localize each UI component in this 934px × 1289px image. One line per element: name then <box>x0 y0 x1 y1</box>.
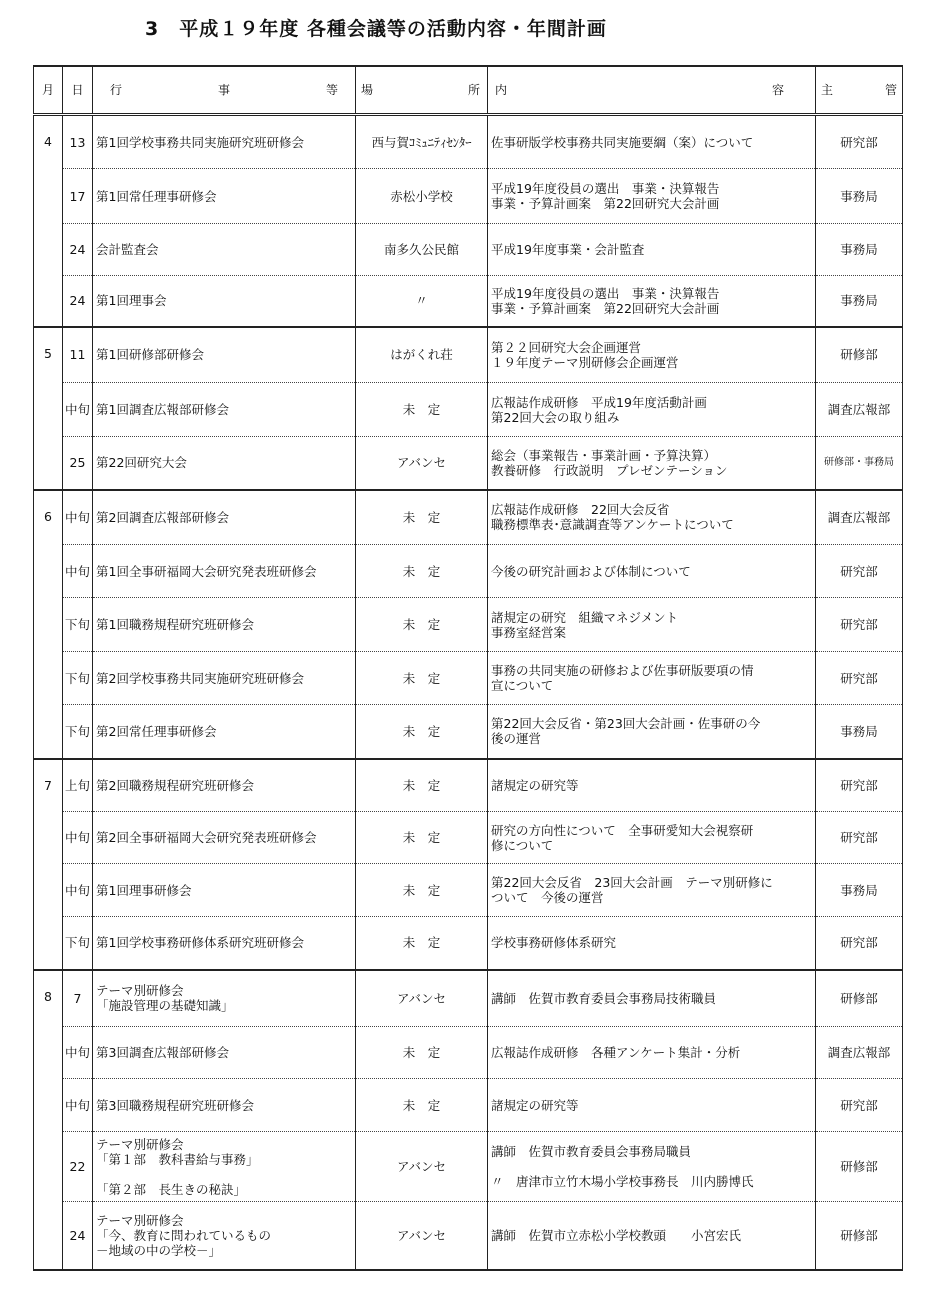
day-cell: 上旬 <box>63 759 93 812</box>
place-cell: アバンセ <box>356 437 488 490</box>
content-cell: 講師 佐賀市立赤松小学校教頭 小宮宏氏 <box>488 1202 816 1270</box>
content-cell: 広報誌作成研修 各種アンケート集計・分析 <box>488 1027 816 1079</box>
place-cell: 未 定 <box>356 545 488 598</box>
annual-plan-table <box>33 65 903 1271</box>
organizer-cell: 研究部 <box>816 759 903 812</box>
table-row <box>34 169 903 224</box>
day-cell: 中旬 <box>63 812 93 864</box>
content-cell: 第22回大会反省・第23回大会計画・佐事研の今 後の運営 <box>488 705 816 759</box>
table-row <box>34 1027 903 1079</box>
content-cell: 佐事研版学校事務共同実施要綱（案）について <box>488 115 816 169</box>
place-cell: 西与賀ｺﾐｭﾆﾃｨｾﾝﾀｰ <box>356 115 488 169</box>
organizer-cell: 研修部 <box>816 970 903 1027</box>
event-cell: 第1回学校事務研修体系研究班研修会 <box>93 917 356 970</box>
place-cell: 未 定 <box>356 917 488 970</box>
organizer-cell: 研修部 <box>816 1132 903 1202</box>
content-cell: 事務の共同実施の研修および佐事研版要項の情 宣について <box>488 652 816 705</box>
table-row <box>34 705 903 759</box>
day-cell: 11 <box>63 327 93 383</box>
table-row <box>34 598 903 652</box>
place-cell: アバンセ <box>356 1202 488 1270</box>
place-cell: はがくれ荘 <box>356 327 488 383</box>
header-event-3: 等 <box>325 82 338 97</box>
event-cell: 第3回職務規程研究班研修会 <box>93 1079 356 1132</box>
content-cell: 第２２回研究大会企画運営 １９年度テーマ別研修会企画運営 <box>488 327 816 383</box>
event-cell: 第1回職務規程研究班研修会 <box>93 598 356 652</box>
content-cell: 研究の方向性について 全事研愛知大会視察研 修について <box>488 812 816 864</box>
day-cell: 下旬 <box>63 598 93 652</box>
event-cell: 第2回調査広報部研修会 <box>93 490 356 545</box>
header-content-2: 容 <box>771 82 784 97</box>
organizer-cell: 事務局 <box>816 864 903 917</box>
place-cell: 未 定 <box>356 705 488 759</box>
content-cell: 諸規定の研究等 <box>488 1079 816 1132</box>
organizer-cell: 調査広報部 <box>816 1027 903 1079</box>
table-row <box>34 864 903 917</box>
organizer-cell: 研修部 <box>816 1202 903 1270</box>
organizer-cell: 研究部 <box>816 115 903 169</box>
event-cell: テーマ別研修会 「第１部 教科書給与事務」 「第２部 長生きの秘訣」 <box>93 1132 356 1202</box>
place-cell: 未 定 <box>356 490 488 545</box>
content-cell: 平成19年度役員の選出 事業・決算報告 事業・予算計画案 第22回研究大会計画 <box>488 169 816 224</box>
organizer-cell: 研修部 <box>816 327 903 383</box>
event-cell: 第22回研究大会 <box>93 437 356 490</box>
table-row <box>34 1132 903 1202</box>
header-place-2: 所 <box>467 82 480 97</box>
content-cell: 講師 佐賀市教育委員会事務局職員 〃 唐津市立竹木場小学校事務長 川内勝博氏 <box>488 1132 816 1202</box>
header-organizer-1: 主 <box>821 82 834 97</box>
event-cell: 第1回全事研福岡大会研究発表班研修会 <box>93 545 356 598</box>
day-cell: 中旬 <box>63 383 93 437</box>
table-row <box>34 545 903 598</box>
event-cell: 第1回理事研修会 <box>93 864 356 917</box>
day-cell: 22 <box>63 1132 93 1202</box>
header-organizer <box>816 66 903 115</box>
day-cell: 中旬 <box>63 545 93 598</box>
day-cell: 下旬 <box>63 917 93 970</box>
day-cell: 下旬 <box>63 652 93 705</box>
table-row <box>34 812 903 864</box>
table-row <box>34 652 903 705</box>
month-cell: 5 <box>34 327 63 490</box>
table-row <box>34 970 903 1027</box>
organizer-cell: 事務局 <box>816 169 903 224</box>
table-row <box>34 1202 903 1270</box>
day-cell: 中旬 <box>63 1079 93 1132</box>
header-place-1: 場 <box>361 82 374 97</box>
table-row <box>34 490 903 545</box>
content-cell: 今後の研究計画および体制について <box>488 545 816 598</box>
table-row <box>34 327 903 383</box>
day-cell: 中旬 <box>63 490 93 545</box>
day-cell: 下旬 <box>63 705 93 759</box>
event-cell: 第2回学校事務共同実施研究班研修会 <box>93 652 356 705</box>
place-cell: 〃 <box>356 276 488 327</box>
day-cell: 7 <box>63 970 93 1027</box>
event-cell: 第1回調査広報部研修会 <box>93 383 356 437</box>
organizer-cell: 研究部 <box>816 917 903 970</box>
month-cell: 6 <box>34 490 63 759</box>
organizer-cell: 事務局 <box>816 276 903 327</box>
table-row <box>34 437 903 490</box>
organizer-cell: 研究部 <box>816 812 903 864</box>
table-row <box>34 383 903 437</box>
content-cell: 諸規定の研究 組織マネジメント 事務室経営案 <box>488 598 816 652</box>
organizer-cell: 研修部・事務局 <box>816 437 903 490</box>
event-cell: 第1回理事会 <box>93 276 356 327</box>
table-row <box>34 115 903 169</box>
header-event <box>93 66 356 115</box>
content-cell: 平成19年度事業・会計監査 <box>488 224 816 276</box>
organizer-cell: 研究部 <box>816 1079 903 1132</box>
content-cell: 広報誌作成研修 平成19年度活動計画 第22回大会の取り組み <box>488 383 816 437</box>
organizer-cell: 研究部 <box>816 598 903 652</box>
day-cell: 24 <box>63 1202 93 1270</box>
day-cell: 17 <box>63 169 93 224</box>
table-row <box>34 759 903 812</box>
event-cell: 第1回常任理事研修会 <box>93 169 356 224</box>
table-row <box>34 276 903 327</box>
organizer-cell: 調査広報部 <box>816 383 903 437</box>
content-cell: 講師 佐賀市教育委員会事務局技術職員 <box>488 970 816 1027</box>
content-cell: 総会（事業報告・事業計画・予算決算） 教養研修 行政説明 プレゼンテーション <box>488 437 816 490</box>
organizer-cell: 研究部 <box>816 652 903 705</box>
event-cell: 第2回職務規程研究班研修会 <box>93 759 356 812</box>
event-cell: 会計監査会 <box>93 224 356 276</box>
event-cell: テーマ別研修会 「今、教育に問われているもの －地域の中の学校－」 <box>93 1202 356 1270</box>
place-cell: 未 定 <box>356 759 488 812</box>
event-cell: 第3回調査広報部研修会 <box>93 1027 356 1079</box>
content-cell: 学校事務研修体系研究 <box>488 917 816 970</box>
event-cell: 第1回研修部研修会 <box>93 327 356 383</box>
event-cell: テーマ別研修会 「施設管理の基礎知識」 <box>93 970 356 1027</box>
place-cell: 未 定 <box>356 652 488 705</box>
event-cell: 第2回常任理事研修会 <box>93 705 356 759</box>
header-month: 月 <box>34 66 63 115</box>
organizer-cell: 研究部 <box>816 545 903 598</box>
month-cell: 8 <box>34 970 63 1270</box>
place-cell: 未 定 <box>356 383 488 437</box>
content-cell: 第22回大会反省 23回大会計画 テーマ別研修に ついて 今後の運営 <box>488 864 816 917</box>
header-organizer-2: 管 <box>884 82 897 97</box>
table-row <box>34 1079 903 1132</box>
organizer-cell: 事務局 <box>816 224 903 276</box>
place-cell: 未 定 <box>356 864 488 917</box>
place-cell: 未 定 <box>356 812 488 864</box>
place-cell: アバンセ <box>356 1132 488 1202</box>
content-cell: 広報誌作成研修 22回大会反省 職務標準表･意識調査等アンケートについて <box>488 490 816 545</box>
place-cell: 南多久公民館 <box>356 224 488 276</box>
place-cell: 未 定 <box>356 1079 488 1132</box>
content-cell: 平成19年度役員の選出 事業・決算報告 事業・予算計画案 第22回研究大会計画 <box>488 276 816 327</box>
content-cell: 諸規定の研究等 <box>488 759 816 812</box>
month-cell: 4 <box>34 115 63 327</box>
table-row <box>34 917 903 970</box>
place-cell: 赤松小学校 <box>356 169 488 224</box>
header-event-1: 行 <box>110 82 123 97</box>
header-content-1: 内 <box>495 82 508 97</box>
table-row <box>34 224 903 276</box>
event-cell: 第1回学校事務共同実施研究班研修会 <box>93 115 356 169</box>
header-event-2: 事 <box>217 82 230 97</box>
place-cell: アバンセ <box>356 970 488 1027</box>
day-cell: 中旬 <box>63 1027 93 1079</box>
place-cell: 未 定 <box>356 1027 488 1079</box>
header-content <box>488 66 816 115</box>
day-cell: 13 <box>63 115 93 169</box>
event-cell: 第2回全事研福岡大会研究発表班研修会 <box>93 812 356 864</box>
page-title: 3 平成１９年度 各種会議等の活動内容・年間計画 <box>145 18 607 40</box>
day-cell: 中旬 <box>63 864 93 917</box>
day-cell: 24 <box>63 276 93 327</box>
day-cell: 25 <box>63 437 93 490</box>
organizer-cell: 事務局 <box>816 705 903 759</box>
header-row <box>34 66 903 115</box>
organizer-cell: 調査広報部 <box>816 490 903 545</box>
place-cell: 未 定 <box>356 598 488 652</box>
day-cell: 24 <box>63 224 93 276</box>
header-day: 日 <box>63 66 93 115</box>
header-place <box>356 66 488 115</box>
month-cell: 7 <box>34 759 63 970</box>
